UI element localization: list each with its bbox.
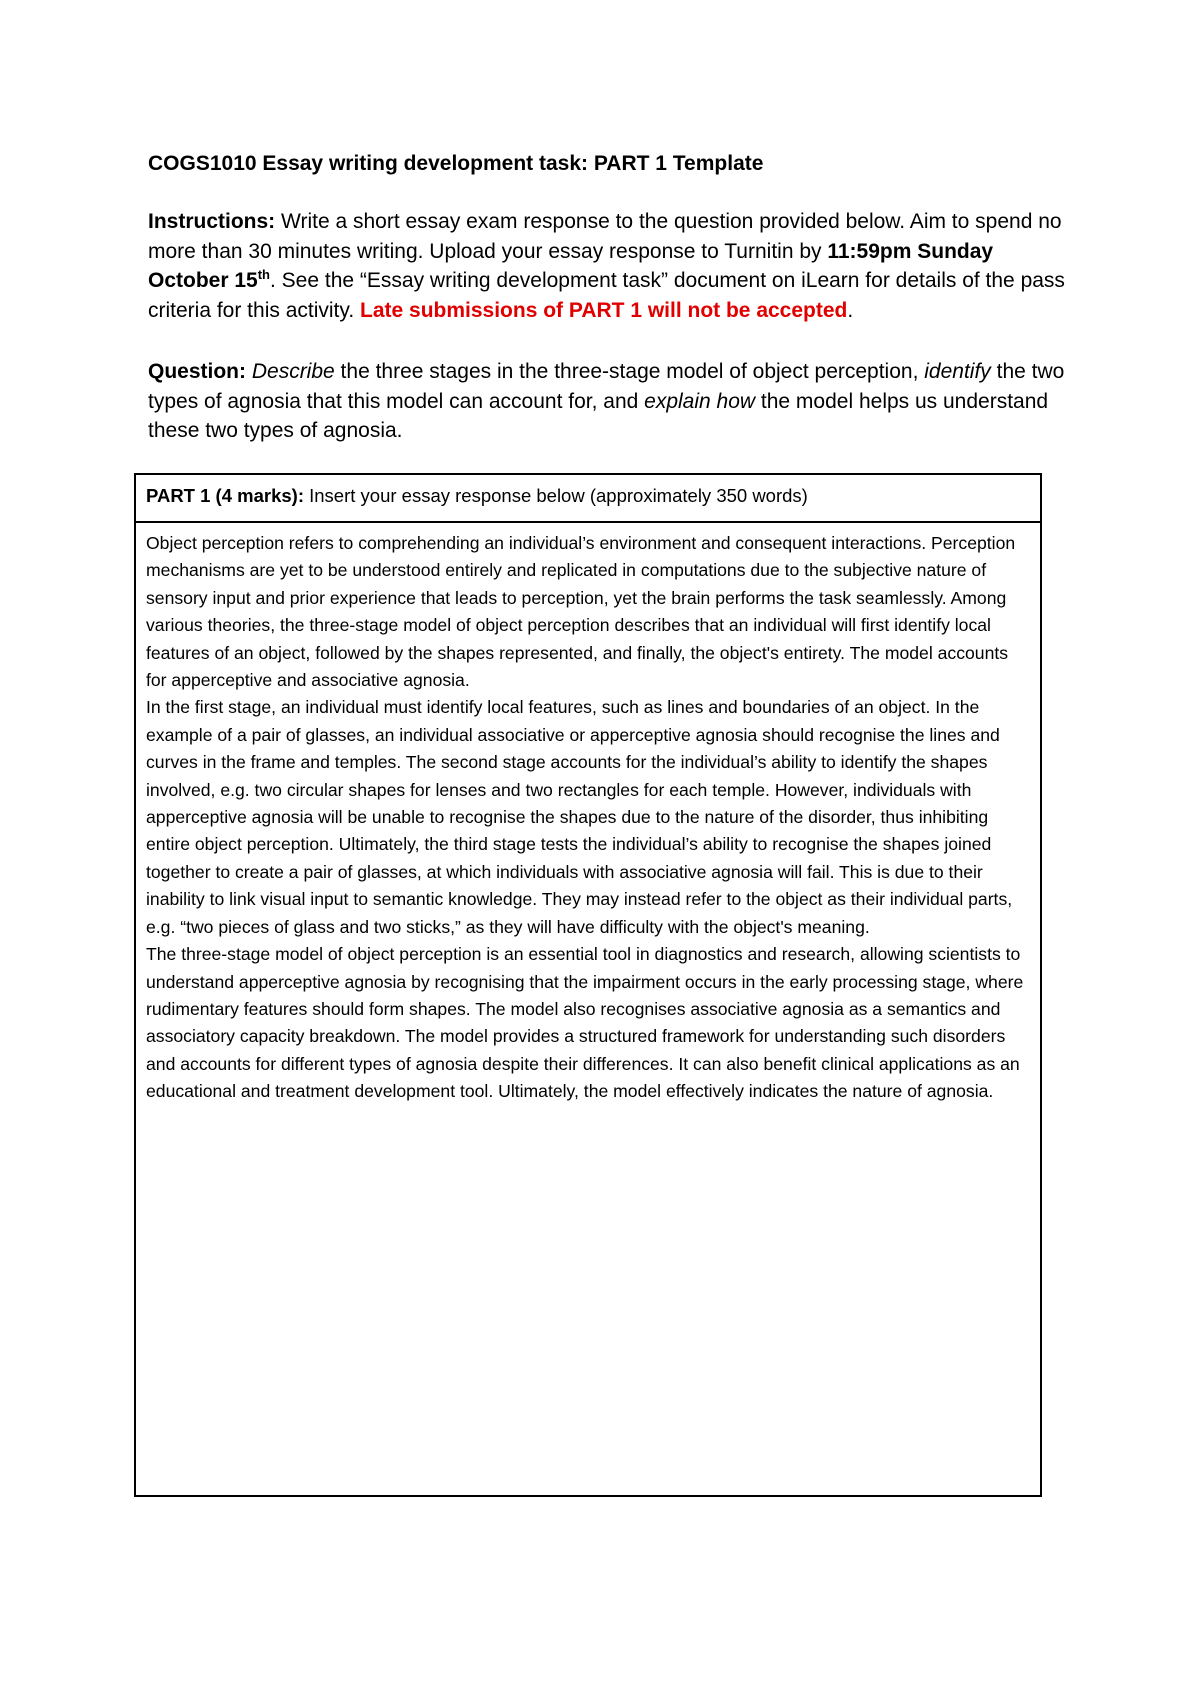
question-describe: Describe	[251, 360, 335, 383]
question-text-b: the three stages in the three-stage model of object perception,	[334, 360, 925, 383]
question-text-d: the two types of agnosia that this model can account for, and	[148, 360, 1065, 413]
essay-response-cell[interactable]	[136, 523, 1040, 1495]
late-submission-notice: Late submissions of PART 1 will not be accepted	[360, 298, 848, 322]
document-title: COGS1010 Essay writing development task: PART 1 Template	[148, 152, 764, 175]
question-explain-how: explain how	[644, 389, 756, 413]
response-table-header	[136, 475, 1040, 523]
header-label: PART 1 (4 marks):	[146, 485, 304, 506]
question-text-f: the model helps us understand these two types of agnosia.	[148, 389, 1049, 442]
deadline-superscript: th	[257, 267, 270, 282]
response-table	[134, 473, 1042, 1497]
instructions-paragraph	[148, 207, 1068, 325]
essay-paragraph-2: In the first stage, an individual must identify local features, such as lines and boundaries of an object. In the example of a pair of glasses, an individual associative or apperceptive agnosia should recognise the lines and curves in the frame and temples. The second stage accounts for the individual’s ability to identify the shapes involved, e.g. two circular shapes for lenses and two rectangles for each temple. However, individuals with apperceptive agnosia will be unable to recognise the shapes due to the nature of the disorder, thus inhibiting entire object perception. Ultimately, the third stage tests the individual’s ability to recognise the shapes joined together to create a pair of glasses, at which individuals with associative agnosia will fail. This is due to their inability to link visual input to semantic knowledge. They may instead refer to the object as their individual parts, e.g. “two pieces of glass and two sticks,” as they will have difficulty with the object's meaning.	[146, 697, 1013, 937]
instructions-text-2: . See the “Essay writing development task” document on iLearn for details of the pass criteria for this activity.	[148, 269, 1065, 322]
essay-paragraph-1: Object perception refers to comprehending an individual’s environment and consequent interactions. Perception mechanisms are yet to be understood entirely and replicated in computations due to the subjective nature of sensory input and prior experience that leads to perception, yet the brain performs the task seamlessly. Among various theories, the three-stage model of object perception describes that an individual will first identify local features of an object, followed by the shapes represented, and finally, the object's entirety. The model accounts for apperceptive and associative agnosia.	[146, 533, 1016, 691]
question-paragraph	[148, 357, 1068, 446]
header-text: Insert your essay response below (approximately 350 words)	[303, 485, 808, 506]
instructions-label: Instructions:	[148, 210, 276, 233]
instructions-end: .	[847, 298, 854, 322]
question-identify: identify	[924, 360, 991, 383]
essay-paragraph-3: The three-stage model of object perception is an essential tool in diagnostics and research, allowing scientists to understand apperceptive agnosia by recognising that the impairment occurs in the early processing stage, where rudimentary features should form shapes. The model also recognises associative agnosia as a semantics and associatory capacity breakdown. The model provides a structured framework for understanding such disorders and accounts for different types of agnosia despite their differences. It can also benefit clinical applications as an educational and treatment development tool. Ultimately, the model effectively indicates the nature of agnosia.	[146, 944, 1024, 1102]
question-label: Question:	[148, 360, 246, 383]
instructions-text-1: Write a short essay exam response to the question provided below. Aim to spend no more than 30 minutes writing. Upload your essay response to Turnitin by	[148, 210, 1062, 263]
deadline-text: 11:59pm Sunday October 15	[148, 239, 994, 292]
